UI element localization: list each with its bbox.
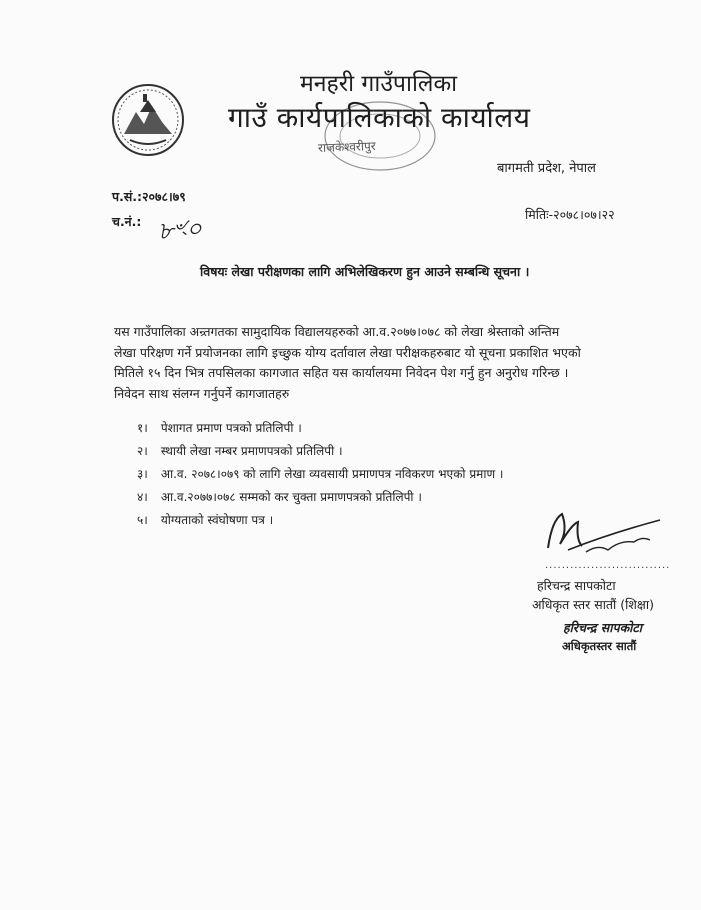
dispatch-number-handwritten: ৮ৼ০ bbox=[156, 214, 203, 246]
office-title: गाउँ कार्यपालिकाको कार्यालय bbox=[228, 101, 531, 134]
list-item-number: २। bbox=[137, 444, 148, 458]
office-address: राजकेश्वरीपुर bbox=[317, 138, 376, 156]
list-item-number: ३। bbox=[137, 467, 148, 481]
list-item-text: आ.व. २०७८।०७९ को लागि लेखा व्यवसायी प्रमाणपत्र नविकरण भएको प्रमाण । bbox=[160, 467, 504, 481]
title-stamp: अधिकृतस्तर सातौं bbox=[562, 639, 637, 653]
dispatch-label: च.नं.: bbox=[112, 214, 142, 229]
required-documents-list bbox=[137, 417, 503, 532]
nepal-emblem-logo bbox=[110, 82, 186, 162]
body-line: लेखा परिक्षण गर्ने प्रयोजनका लागि इच्छुक योग्य दर्तावाल लेखा परीक्षकहरुबाट यो सूचना प्रकाशित भएको bbox=[114, 344, 581, 360]
list-item bbox=[137, 463, 503, 486]
list-item bbox=[137, 486, 503, 509]
province-address: बागमती प्रदेश, नेपाल bbox=[497, 161, 596, 176]
list-item-number: १। bbox=[137, 421, 148, 435]
reference-number: प.सं.:२०७८।७९ bbox=[112, 189, 186, 204]
body-line: यस गाउँपालिका अन्र्तगतका सामुदायिक विद्यालयहरुको आ.व.२०७७।०७८ को लेखा श्रेस्ताको अन्तिम bbox=[114, 324, 560, 339]
body-line: निवेदन साथ संलग्न गर्नुपर्ने कागजातहरु bbox=[114, 385, 290, 401]
list-item-text: स्थायी लेखा नम्बर प्रमाणपत्रको प्रतिलिपी । bbox=[160, 444, 343, 458]
list-item bbox=[137, 440, 503, 463]
list-item-text: योग्यताको स्वंघोषणा पत्र । bbox=[160, 513, 274, 527]
handwritten-signature bbox=[538, 500, 668, 566]
signature-line: .............................. bbox=[545, 560, 671, 571]
list-item-text: पेशागत प्रमाण पत्रको प्रतिलिपी । bbox=[160, 421, 302, 435]
letter-date: मितिः-२०७८।०७।२२ bbox=[525, 207, 615, 222]
list-item-text: आ.व.२०७७।०७८ सम्मको कर चुक्ता प्रमाणपत्रको प्रतिलिपी । bbox=[160, 490, 422, 504]
list-item-number: ४। bbox=[137, 490, 148, 504]
letter-subject: विषयः लेखा परीक्षणका लागि अभिलेखिकरण हुन आउने सम्बन्धि सूचना । bbox=[200, 264, 530, 279]
list-item-number: ५। bbox=[137, 513, 148, 527]
signatory-title: अधिकृत स्तर सातौं (शिक्षा) bbox=[532, 597, 654, 612]
body-line: मितिले १५ दिन भित्र तपसिलका कागजात सहित यस कार्यालयमा निवेदन पेश गर्नु हुन अनुरोध गरिन्छ । bbox=[114, 365, 569, 380]
letter-body bbox=[114, 322, 636, 404]
name-stamp: हरिचन्द्र सापकोटा bbox=[563, 620, 642, 635]
list-item bbox=[137, 417, 503, 440]
signatory-name: हरिचन्द्र सापकोटा bbox=[537, 578, 616, 593]
list-item bbox=[137, 509, 503, 532]
municipality-title: मनहरी गाउँपालिका bbox=[300, 71, 458, 97]
